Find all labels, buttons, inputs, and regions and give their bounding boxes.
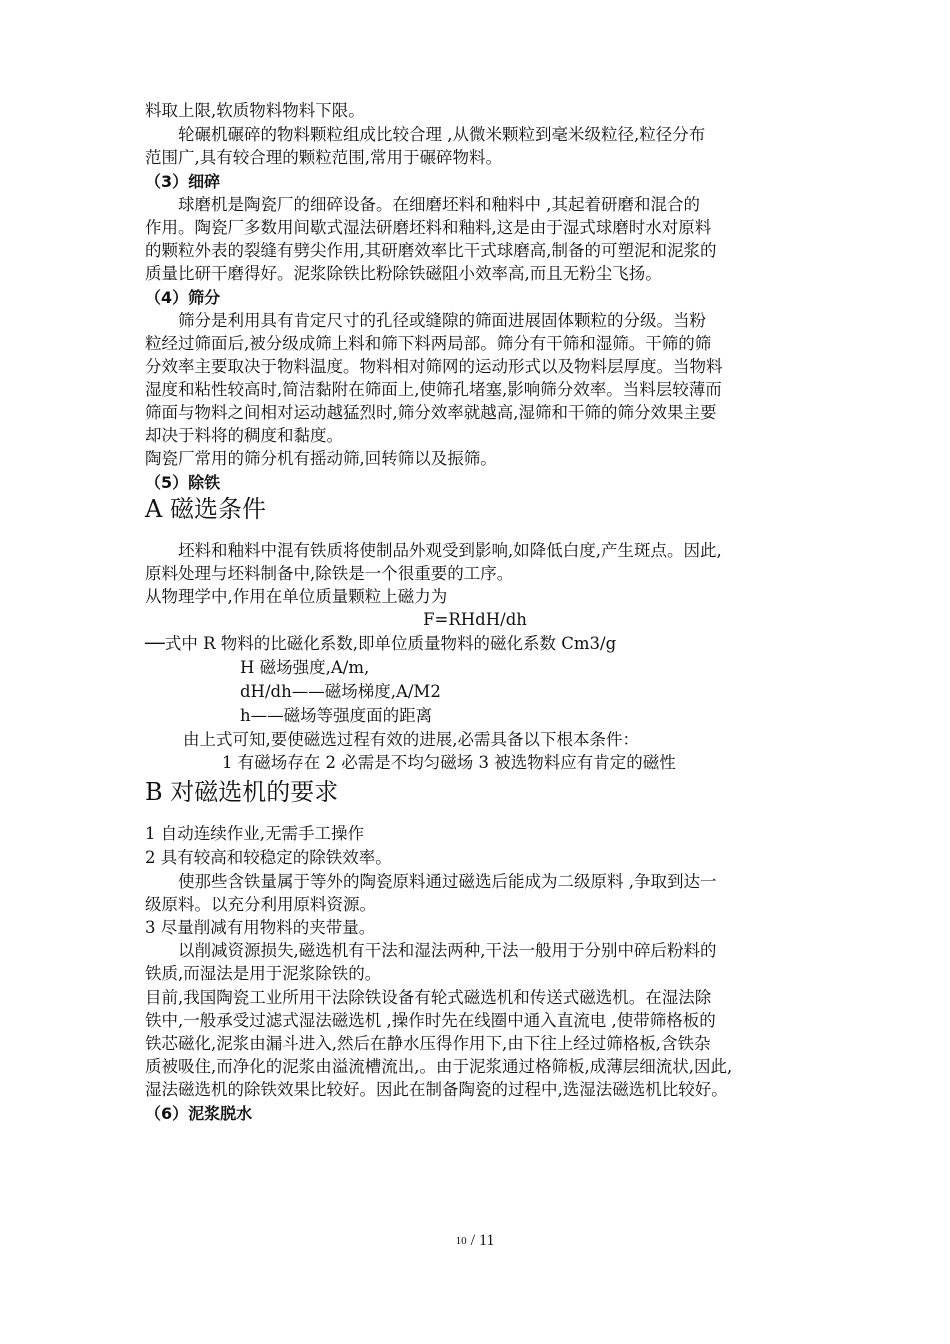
body-text-line: 以削减资源损失,磁选机有干法和湿法两种,干法一般用于分别中碎后粉料的 (145, 941, 717, 960)
body-text-line: 作用。陶瓷厂多数用间歇式湿法研磨坯料和釉料,这是由于湿式球磨时水对原料 (145, 218, 712, 237)
body-text-line: 铁质,而湿法是用于泥浆除铁的。 (145, 964, 382, 983)
body-text-line: 由上式可知,要使磁选过程有效的进展,必需具备以下根本条件： (183, 730, 639, 749)
section-heading-4: （4）筛分 (145, 288, 221, 307)
section-heading-6: （6）泥浆脱水 (145, 1104, 253, 1123)
body-text-line: 料取上限,软质物料物料下限。 (145, 101, 365, 120)
page-footer (0, 1232, 950, 1250)
body-text-line: 轮碾机碾碎的物料颗粒组成比较合理 ,从微米颗粒到毫米级粒径,粒径分布 (145, 125, 706, 144)
list-item: 3 尽量削减有用物料的夹带量。 (145, 918, 376, 937)
formula-definition: H 磁场强度,A/m, (240, 658, 370, 677)
list-item: 1 自动连续作业,无需手工操作 (145, 824, 364, 843)
body-text-line: 从物理学中,作用在单位质量颗粒上磁力为 (145, 587, 448, 606)
subsection-heading-b: B 对磁选机的要求 (145, 778, 339, 806)
body-text-line: 筛分是利用具有肯定尺寸的孔径或缝隙的筛面进展固体颗粒的分级。当粉 (145, 311, 706, 330)
condition-list: 1 有磁场存在 2 必需是不均匀磁场 3 被选物料应有肯定的磁性 (222, 753, 676, 772)
body-text-line: 目前,我国陶瓷工业所用干法除铁设备有轮式磁选机和传送式磁选机。在湿法除 (145, 988, 712, 1007)
formula-definition: h——磁场等强度面的距离 (240, 706, 433, 725)
body-text-line: 级原料。以充分利用原料资源。 (145, 895, 376, 914)
body-text-line: 质量比研干磨得好。泥浆除铁比粉除铁磁阻小效率高,而且无粉尘飞扬。 (145, 264, 662, 283)
body-text-line: 粒经过筛面后,被分级成筛上料和筛下料两局部。筛分有干筛和湿筛。干筛的筛 (145, 334, 712, 353)
body-text-line: 陶瓷厂常用的筛分机有摇动筛,回转筛以及振筛。 (145, 449, 497, 468)
section-heading-5: （5）除铁 (145, 473, 221, 492)
body-text-line: 湿度和粘性较高时,简洁黏附在筛面上,使筛孔堵塞,影响筛分效率。当料层较薄而 (145, 380, 722, 399)
body-text-line: 铁芯磁化,泥浆由漏斗进入,然后在静水压得作用下,由下往上经过筛格板,含铁杂 (145, 1034, 711, 1053)
body-text-line: 使那些含铁量属于等外的陶瓷原料通过磁选后能成为二级原料 ,争取到达一 (145, 872, 717, 891)
list-item: 2 具有较高和较稳定的除铁效率。 (145, 848, 392, 867)
page-total: 11 (479, 1232, 495, 1249)
page-separator: / (466, 1232, 480, 1249)
body-text-line: 筛面与物料之间相对运动越猛烈时,筛分效率就越高,湿筛和干筛的筛分效果主要 (145, 403, 717, 422)
body-text-line: 分效率主要取决于物料温度。物料相对筛网的运动形式以及物料层厚度。当物料 (145, 357, 723, 376)
formula-definition: dH/dh——磁场梯度,A/M2 (240, 682, 441, 701)
formula-definition: ──式中 R 物料的比磁化系数,即单位质量物料的磁化系数 Cm3/g (145, 634, 617, 653)
body-text-line: 的颗粒外表的裂缝有劈尖作用,其研磨效率比干式球磨高,制备的可塑泥和泥浆的 (145, 241, 717, 260)
body-text-line: 范围广,具有较合理的颗粒范围,常用于碾碎物料。 (145, 148, 502, 167)
body-text-line: 球磨机是陶瓷厂的细碎设备。在细磨坯料和釉料中 ,其起着研磨和混合的 (145, 195, 700, 214)
body-text-line: 湿法磁选机的除铁效果比较好。因此在制备陶瓷的过程中,选湿法磁选机比较好。 (145, 1080, 728, 1099)
body-text-line: 原料处理与坯料制备中,除铁是一个很重要的工序。 (145, 564, 514, 583)
body-text-line: 却决于料将的稠度和黏度。 (145, 426, 343, 445)
body-text-line: 质被吸住,而净化的泥浆由溢流槽流出,。由于泥浆通过格筛板,成薄层细流状,因此, (145, 1057, 733, 1076)
body-text-line: 坯料和釉料中混有铁质将使制品外观受到影响,如降低白度,产生斑点。因此, (145, 541, 722, 560)
section-heading-3: （3）细碎 (145, 172, 221, 191)
body-text-line: 铁中,一般承受过滤式湿法磁选机 ,操作时先在线圈中通入直流电 ,使带筛格板的 (145, 1011, 716, 1030)
subsection-heading-a: A 磁选条件 (145, 495, 266, 523)
formula: F=RHdH/dh (423, 610, 527, 629)
page-number: 10 (455, 1235, 467, 1247)
